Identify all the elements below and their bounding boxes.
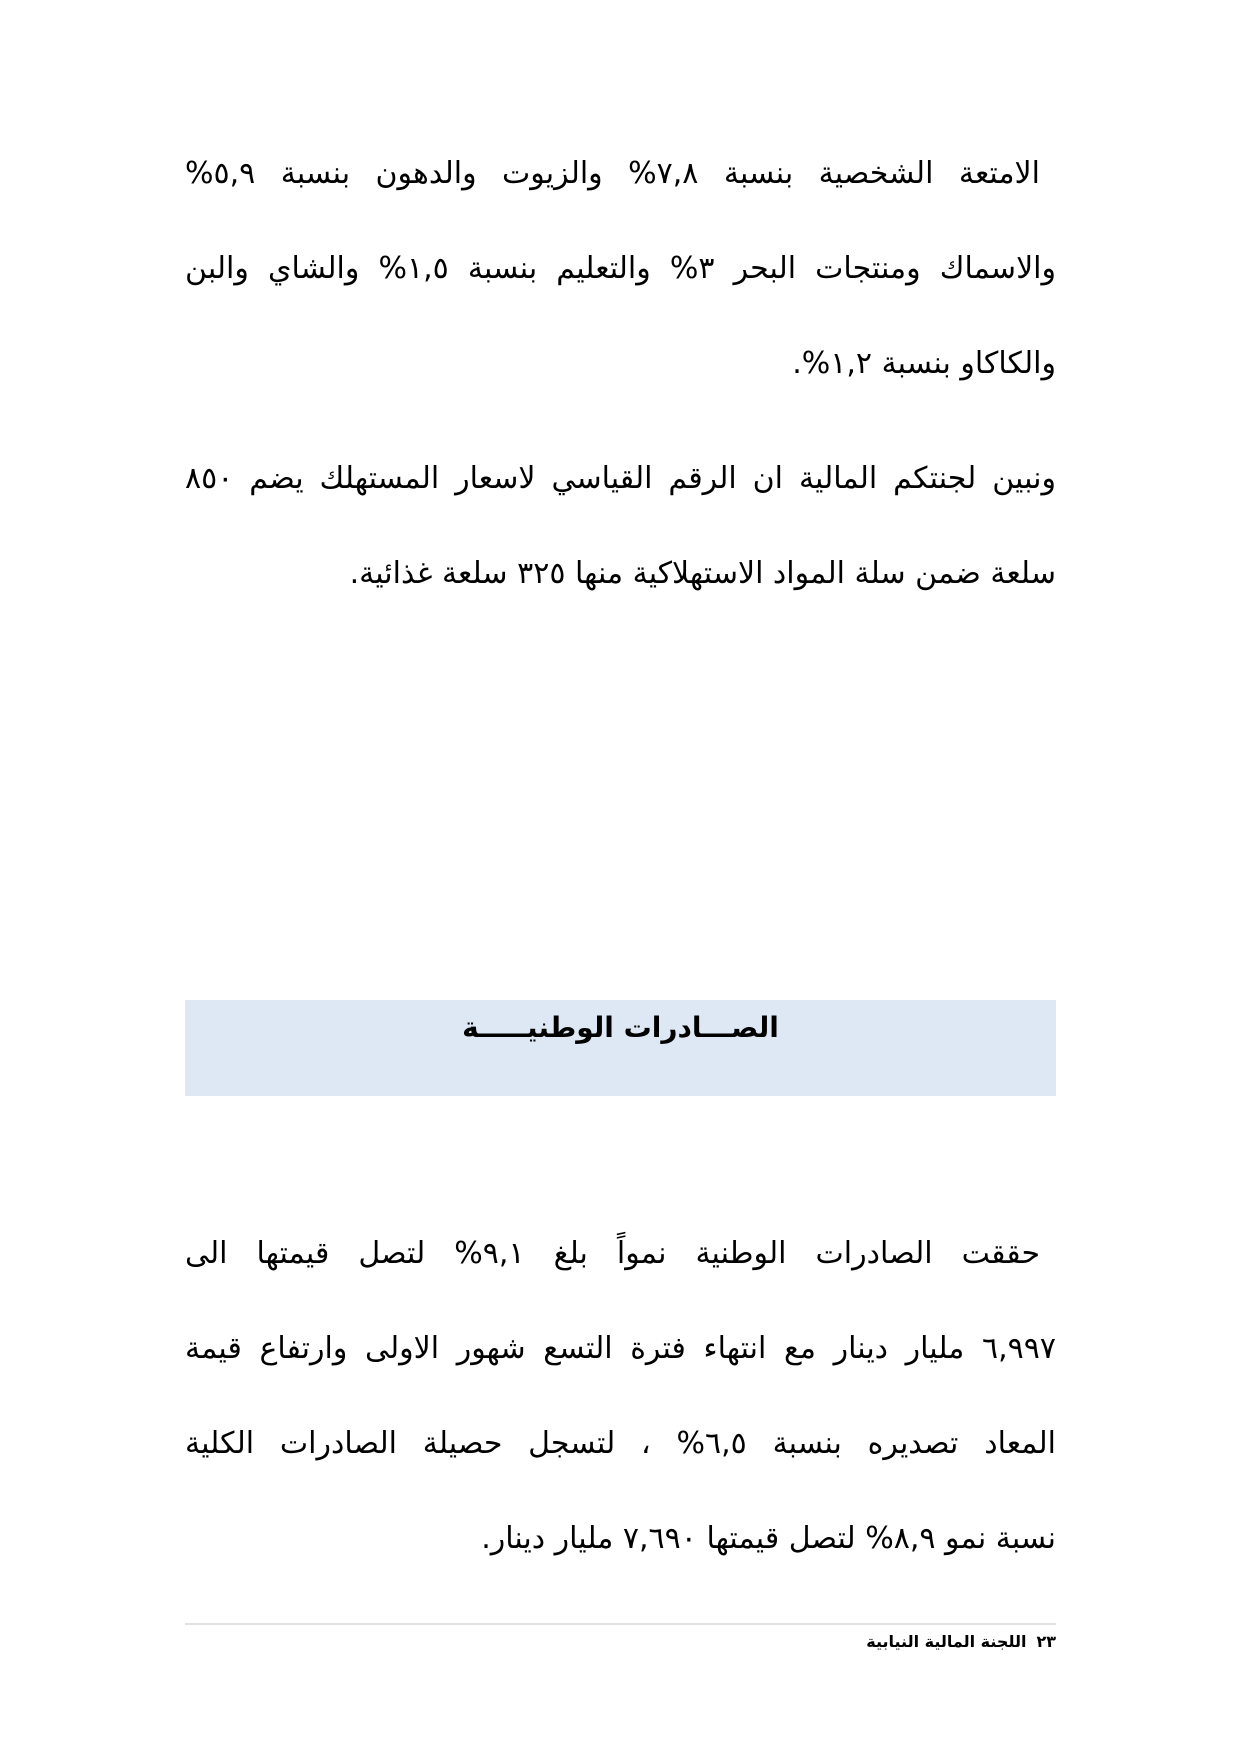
paragraph-line: ونبين لجنتكم المالية ان الرقم القياسي لاسعار المستهلك يضم ٨٥٠ bbox=[185, 461, 1056, 496]
paragraph-line: المعاد تصديره بنسبة ٦,٥% ، لتسجل حصيلة الصادرات الكلية bbox=[185, 1426, 1056, 1461]
paragraph-line: الامتعة الشخصية بنسبة ٧,٨% والزيوت والدهون بنسبة ٥,٩% bbox=[185, 156, 1040, 191]
paragraph-line: والكاكاو بنسبة ١,٢%. bbox=[792, 346, 1056, 381]
paragraph-line: والاسماك ومنتجات البحر ٣% والتعليم بنسبة ١,٥% والشاي والبن bbox=[185, 251, 1056, 286]
section-heading: الصـــادرات الوطنيـــــة bbox=[462, 1011, 779, 1044]
paragraph-line: سلعة ضمن سلة المواد الاستهلاكية منها ٣٢٥ سلعة غذائية. bbox=[349, 556, 1056, 591]
footer-label: اللجنة المالية النيابية bbox=[866, 1632, 1027, 1651]
page-footer bbox=[185, 1630, 1056, 1654]
footer-divider bbox=[185, 1623, 1056, 1625]
page-number: ٢٣ bbox=[1036, 1632, 1056, 1651]
paragraph-line: حققت الصادرات الوطنية نمواً بلغ ٩,١% لتصل قيمتها الى bbox=[185, 1236, 1040, 1271]
paragraph-line: نسبة نمو ٨,٩% لتصل قيمتها ٧,٦٩٠ مليار دينار. bbox=[481, 1521, 1056, 1556]
section-heading-box bbox=[185, 1000, 1056, 1096]
paragraph-line: ٦,٩٩٧ مليار دينار مع انتهاء فترة التسع شهور الاولى وارتفاع قيمة bbox=[185, 1331, 1056, 1366]
